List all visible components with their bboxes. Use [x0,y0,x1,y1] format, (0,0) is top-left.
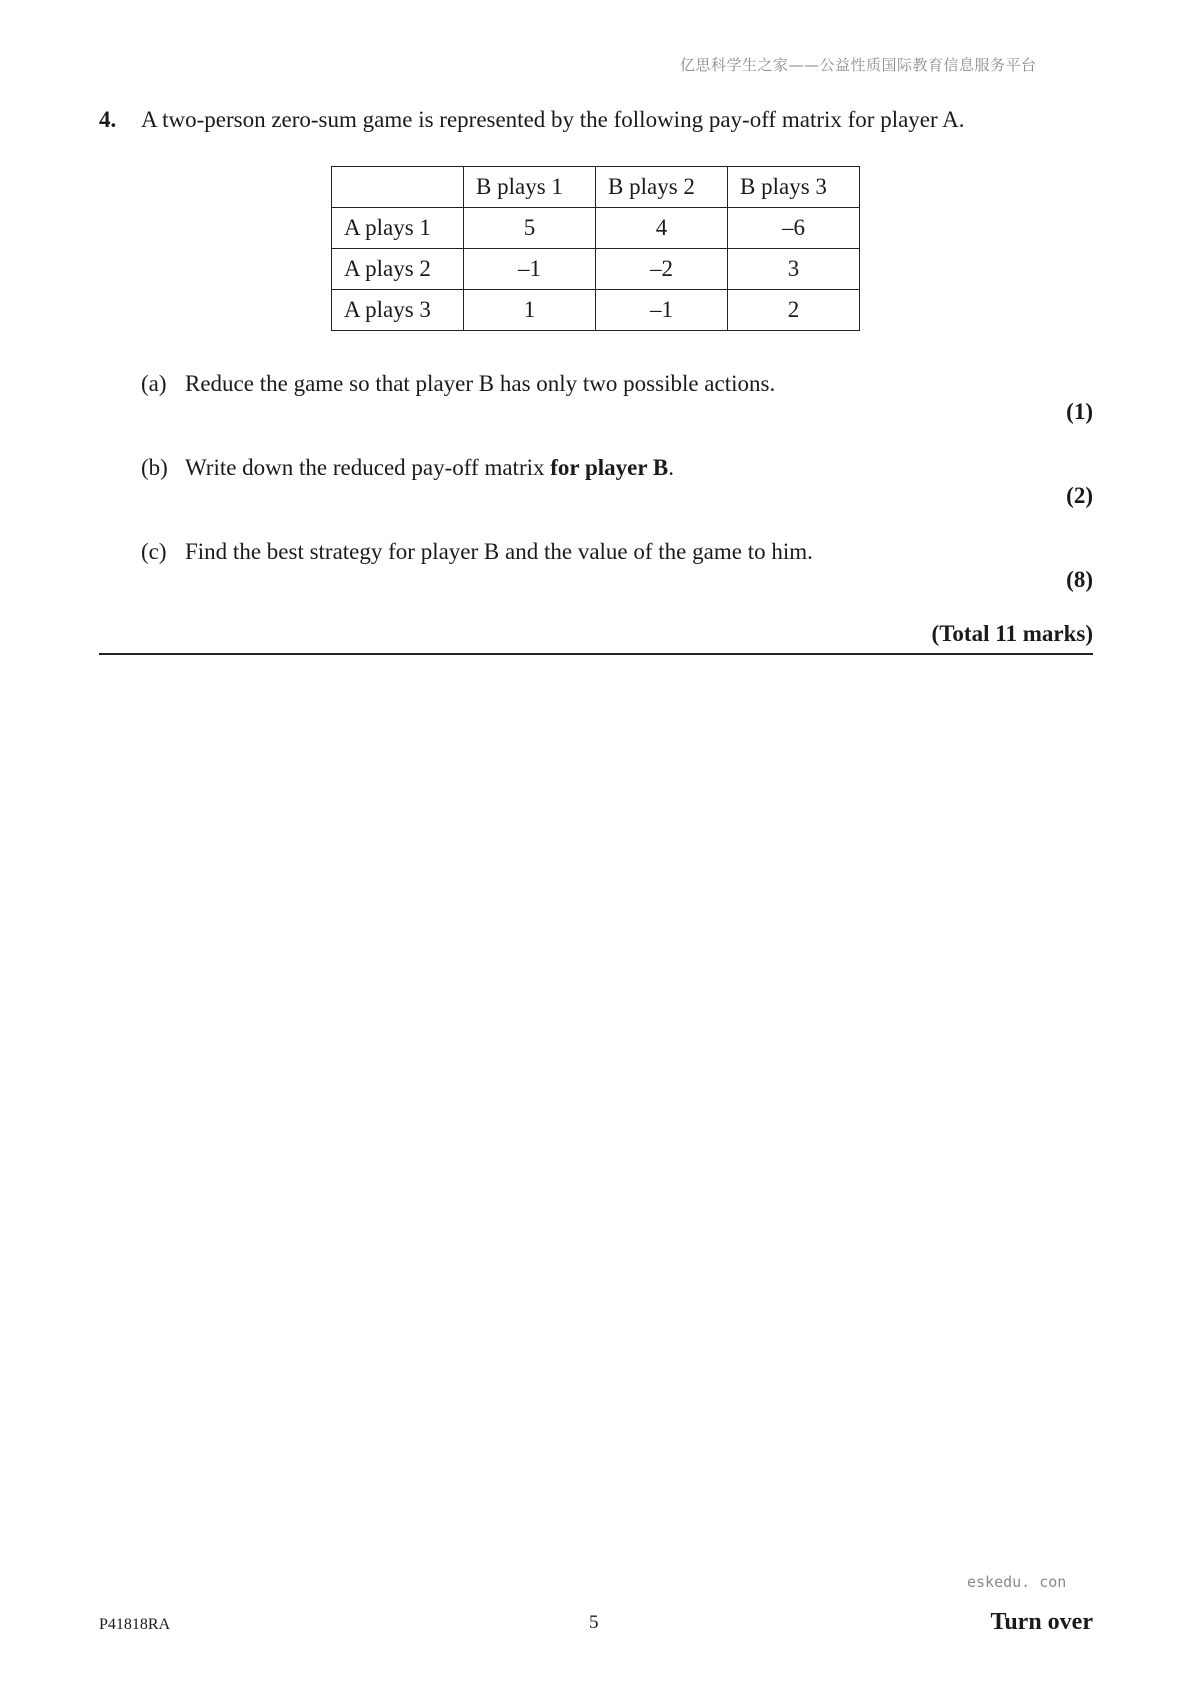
table-row [332,249,860,290]
table-cell: –1 [464,249,596,290]
table-cell: 1 [464,290,596,331]
part-a-label: (a) [141,371,167,396]
page-number: 5 [589,1612,599,1633]
part-b-label: (b) [141,455,168,480]
part-c [141,539,813,565]
table-cell: 5 [464,208,596,249]
part-c-label: (c) [141,539,167,564]
table-cell: –2 [596,249,728,290]
table-cell: 4 [596,208,728,249]
footer-watermark: eskedu. con [967,1573,1067,1591]
part-b-marks: (2) [1066,483,1093,508]
part-a [141,371,775,397]
table-row [332,208,860,249]
table-row [332,290,860,331]
question-number: 4. [99,107,117,132]
row-header: A plays 3 [332,290,464,331]
part-a-marks: (1) [1066,399,1093,424]
part-a-text: Reduce the game so that player B has only two possible actions. [185,371,776,396]
column-header: B plays 1 [464,167,596,208]
payoff-table [331,166,860,331]
part-b-text: Write down the reduced pay-off matrix [185,455,551,480]
paper-code: P41818RA [99,1616,171,1633]
total-marks: (Total 11 marks) [931,621,1093,646]
part-b-text-end: . [668,455,674,480]
row-header: A plays 1 [332,208,464,249]
table-corner-cell [332,167,464,208]
part-c-text: Find the best strategy for player B and the value of the game to him. [185,539,813,564]
column-header: B plays 2 [596,167,728,208]
row-header: A plays 2 [332,249,464,290]
table-cell: –1 [596,290,728,331]
column-header: B plays 3 [728,167,860,208]
part-b [141,455,674,481]
part-b-bold-text: for player B [550,455,669,480]
table-cell: 3 [728,249,860,290]
question-intro: A two-person zero-sum game is represented by the following pay-off matrix for player A. [141,107,965,132]
table-header-row [332,167,860,208]
turn-over-label: Turn over [990,1609,1093,1635]
table-cell: –6 [728,208,860,249]
table-cell: 2 [728,290,860,331]
header-watermark: 亿思科学生之家——公益性质国际教育信息服务平台 [680,56,1037,74]
question-divider [99,653,1093,655]
part-c-marks: (8) [1066,567,1093,592]
